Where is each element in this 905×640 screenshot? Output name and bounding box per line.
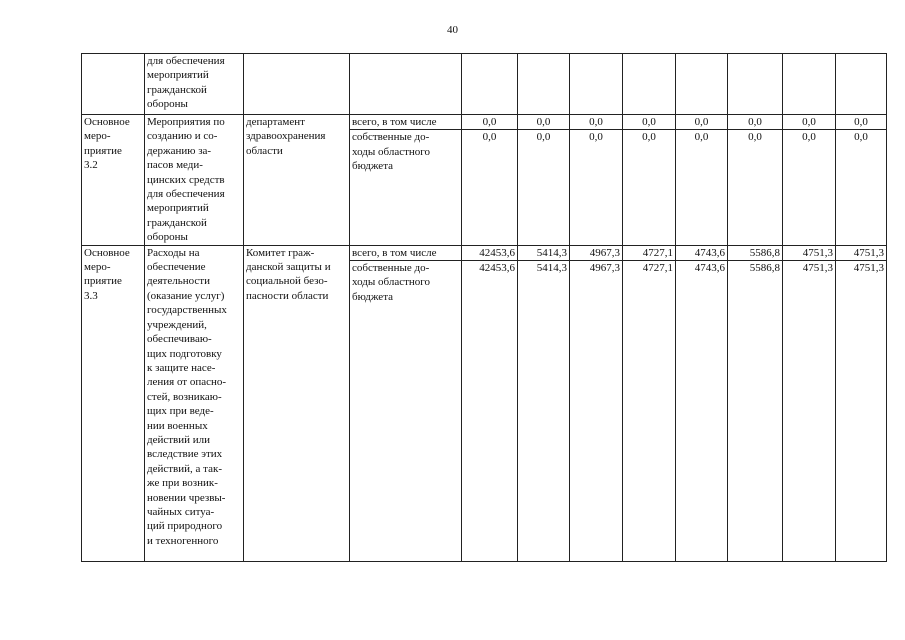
source-total-cell: всего, в том числе xyxy=(350,115,462,130)
value-cell: 0,0 xyxy=(518,115,570,130)
source-own-cell: собственные до- ходы областного бюджета xyxy=(350,130,462,245)
value-cell: 0,0 xyxy=(462,115,518,130)
value-cell xyxy=(836,54,887,115)
value-cell: 0,0 xyxy=(836,115,887,130)
value-cell: 0,0 xyxy=(462,130,518,245)
executor-cell xyxy=(244,54,350,115)
value-cell: 0,0 xyxy=(518,130,570,245)
code-cell: Основное меро- приятие 3.3 xyxy=(82,245,145,561)
source-total-cell: всего, в том числе xyxy=(350,245,462,260)
value-cell: 42453,6 xyxy=(462,261,518,562)
value-cell: 0,0 xyxy=(570,130,623,245)
value-cell: 5414,3 xyxy=(518,261,570,562)
table-row xyxy=(82,115,887,130)
value-cell: 0,0 xyxy=(676,115,728,130)
value-cell: 4751,3 xyxy=(836,245,887,260)
table-row xyxy=(82,54,887,115)
executor-cell: департамент здравоохранения области xyxy=(244,115,350,246)
name-cell: для обеспечения мероприятий гражданской обороны xyxy=(145,54,244,115)
value-cell: 0,0 xyxy=(728,115,783,130)
value-cell: 0,0 xyxy=(623,130,676,245)
value-cell: 4743,6 xyxy=(676,261,728,562)
code-cell: Основное меро- приятие 3.2 xyxy=(82,115,145,246)
value-cell: 0,0 xyxy=(783,130,836,245)
name-cell: Мероприятия по созданию и со- держанию за- пасов меди- цинских средств для обеспечения мероприятий гражданской обороны xyxy=(145,115,244,246)
value-cell: 4751,3 xyxy=(836,261,887,562)
value-cell xyxy=(676,54,728,115)
value-cell: 4727,1 xyxy=(623,261,676,562)
table-row xyxy=(82,245,887,260)
value-cell: 0,0 xyxy=(676,130,728,245)
value-cell: 5414,3 xyxy=(518,245,570,260)
source-cell xyxy=(350,54,462,115)
code-cell xyxy=(82,54,145,115)
value-cell: 42453,6 xyxy=(462,245,518,260)
page-number: 40 xyxy=(447,24,458,36)
source-own-cell: собственные до- ходы областного бюджета xyxy=(350,261,462,562)
value-cell xyxy=(570,54,623,115)
value-cell xyxy=(783,54,836,115)
budget-table xyxy=(81,53,887,562)
value-cell: 0,0 xyxy=(570,115,623,130)
value-cell xyxy=(623,54,676,115)
value-cell: 0,0 xyxy=(623,115,676,130)
value-cell: 4751,3 xyxy=(783,245,836,260)
value-cell xyxy=(518,54,570,115)
value-cell: 0,0 xyxy=(783,115,836,130)
value-cell: 4967,3 xyxy=(570,245,623,260)
executor-cell: Комитет граж- данской защиты и социальной безо- пасности области xyxy=(244,245,350,561)
value-cell: 0,0 xyxy=(728,130,783,245)
value-cell: 4743,6 xyxy=(676,245,728,260)
value-cell xyxy=(728,54,783,115)
value-cell: 4967,3 xyxy=(570,261,623,562)
name-cell: Расходы на обеспечение деятельности (оказание услуг) государственных учреждений, обеспечиваю- щих подготовку к защите насе- ления от опасно- стей, возникаю- щих при веде- нии военных действий или вследствие этих действий, а так- же при возник- новении чрезвы- чайных ситуа- ций природного и техногенного xyxy=(145,245,244,561)
value-cell: 4751,3 xyxy=(783,261,836,562)
value-cell: 5586,8 xyxy=(728,245,783,260)
value-cell: 4727,1 xyxy=(623,245,676,260)
value-cell: 0,0 xyxy=(836,130,887,245)
value-cell: 5586,8 xyxy=(728,261,783,562)
value-cell xyxy=(462,54,518,115)
